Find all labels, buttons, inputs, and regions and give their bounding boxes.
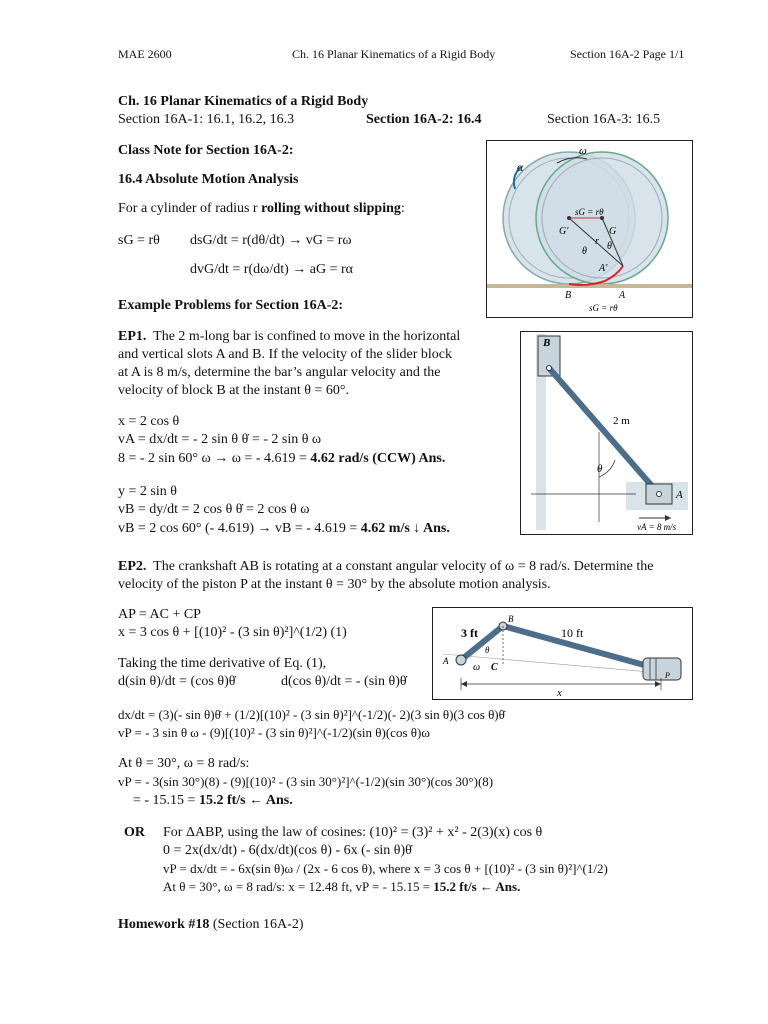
class-note-heading: Class Note for Section 16A-2: [118, 143, 294, 158]
ep1-line-4: velocity of block B at the instant θ = 60°. [118, 383, 349, 398]
label-omega: ω [473, 662, 481, 673]
label-a: A [676, 489, 683, 501]
va-arrowhead [665, 515, 671, 521]
x-dim-arrow-right [655, 681, 661, 687]
ep2-at-30: At θ = 30°, ω = 8 rad/s: [118, 756, 250, 771]
label-sg-top: sG = rθ [575, 207, 604, 217]
ep1-eq-omega: 8 = - 2 sin 60° ω → ω = - 4.619 = 4.62 rad/s (CCW) Ans. [118, 451, 446, 466]
pin-a [657, 492, 662, 497]
header-chapter: Ch. 16 Planar Kinematics of a Rigid Body [292, 47, 496, 61]
piston-p [643, 658, 681, 680]
ep2-eq-vp: vP = - 3 sin θ ω - (9)[(10)² - (3 sin θ)²]^(-1/2)(sin θ)(cos θ)ω [118, 725, 430, 740]
ep2-derivative-intro: Taking the time derivative of Eq. (1), [118, 656, 327, 671]
label-sg-bottom: sG = rθ [589, 303, 618, 313]
label-theta-2: θ [607, 241, 612, 252]
x-dim-arrow-left [461, 681, 467, 687]
ep1-eq-x: x = 2 cos θ [118, 414, 180, 429]
label-omega: ω [579, 145, 587, 157]
section-16a-3: Section 16A-3: 16.5 [547, 112, 661, 127]
ep1-line-1: EP1. The 2 m-long bar is confined to move in the horizontal [118, 329, 461, 344]
ep1-eq-va: vA = dx/dt = - 2 sin θ θ̇ = - 2 sin θ ω [118, 432, 322, 447]
label-x: x [557, 687, 562, 699]
label-10ft: 10 ft [561, 626, 584, 640]
label-length: 2 m [613, 415, 630, 427]
ep1-eq-vb-result: vB = 2 cos 60° (- 4.619) → vB = - 4.619 = 4.62 m/s ↓ Ans. [118, 521, 450, 536]
label-g: G [609, 226, 617, 237]
center-initial-dot [567, 216, 571, 220]
figure-sliding-bar [520, 331, 693, 535]
label-p: P [665, 671, 670, 680]
ep2-eq-vp-numeric: vP = - 3(sin 30°)(8) - (9)[(10)² - (3 sin 30°)²]^(-1/2)(sin 30°)(cos 30°)(8) [118, 774, 494, 789]
label-c: C [491, 662, 498, 673]
page-title: Ch. 16 Planar Kinematics of a Rigid Body [118, 94, 369, 109]
rolling-sentence: For a cylinder of radius r rolling without slipping: [118, 201, 405, 216]
rolling-eq1b: dsG/dt = r(dθ/dt) → vG = rω [190, 233, 352, 248]
label-r: r [595, 236, 599, 247]
label-a: A [619, 290, 626, 301]
label-b: B [543, 337, 551, 349]
label-b: B [565, 290, 572, 301]
label-g-prime: G' [559, 226, 569, 237]
pin-b [547, 366, 552, 371]
examples-heading: Example Problems for Section 16A-2: [118, 298, 344, 313]
ep2-eq-x: x = 3 cos θ + [(10)² - (3 sin θ)²]^(1/2) (1) [118, 625, 347, 640]
figure-crankshaft [432, 607, 693, 700]
homework-line: Homework #18 (Section 16A-2) [118, 917, 304, 932]
or-law-of-cosines: For ΔABP, using the law of cosines: (10)² = (3)² + x² - 2(3)(x) cos θ [163, 825, 543, 840]
rolling-eq1a: sG = rθ [118, 233, 160, 248]
header-page: Section 16A-2 Page 1/1 [570, 47, 685, 61]
label-va: vA = 8 m/s [637, 522, 677, 532]
ep2-dsin: d(sin θ)/dt = (cos θ)θ̇ [118, 674, 236, 689]
rolling-eq2: dvG/dt = r(dω/dt) → aG = rα [190, 262, 353, 277]
ep2-line-2: velocity of the piston P at the instant θ = 30° by the absolute motion analysis. [118, 577, 551, 592]
ep2-line-1: EP2. The crankshaft AB is rotating at a constant angular velocity of ω = 8 rad/s. Determine the [118, 559, 654, 574]
pin-a [456, 655, 466, 665]
label-a: A [443, 656, 449, 666]
or-label: OR [124, 825, 145, 840]
section-16a-2: Section 16A-2: 16.4 [366, 112, 482, 127]
label-theta: θ [597, 463, 603, 475]
or-vp: vP = dx/dt = - 6x(sin θ)ω / (2x - 6 cos θ), where x = 3 cos θ + [(10)² - (3 sin θ)²]^(1/2) [163, 861, 608, 876]
section-heading-16-4: 16.4 Absolute Motion Analysis [118, 172, 299, 187]
label-theta-1: θ [582, 246, 587, 257]
label-a-prime: A' [599, 263, 608, 274]
ep2-dcos: d(cos θ)/dt = - (sin θ)θ̇ [281, 674, 407, 689]
section-16a-1: Section 16A-1: 16.1, 16.2, 16.3 [118, 112, 295, 127]
label-alpha: α [517, 160, 524, 174]
ep1-line-2: and vertical slots A and B. If the velocity of the slider block [118, 347, 452, 362]
label-theta: θ [485, 645, 490, 655]
label-3ft: 3 ft [461, 626, 478, 640]
ep2-eq-dxdt: dx/dt = (3)(- sin θ)θ̇ + (1/2)[(10)² - (3 sin θ)²]^(-1/2)(- 2)(3 sin θ)(3 cos θ)θ̇ [118, 707, 505, 722]
ep2-eq-ap: AP = AC + CP [118, 607, 201, 622]
or-derivative: 0 = 2x(dx/dt) - 6(dx/dt)(cos θ) - 6x (- sin θ)θ̇ [163, 843, 412, 858]
label-b: B [508, 614, 514, 624]
ep1-eq-y: y = 2 sin θ [118, 484, 177, 499]
figure-rolling-cylinder [486, 140, 693, 318]
ep2-answer: = - 15.15 = 15.2 ft/s ← Ans. [133, 793, 293, 808]
ep1-line-3: at A is 8 m/s, determine the bar’s angular velocity and the [118, 365, 441, 380]
ep1-eq-vb: vB = dy/dt = 2 cos θ θ̇ = 2 cos θ ω [118, 502, 310, 517]
or-answer: At θ = 30°, ω = 8 rad/s: x = 12.48 ft, vP = - 15.15 = 15.2 ft/s ← Ans. [163, 879, 521, 894]
bar-ab [549, 368, 659, 494]
header-course: MAE 2600 [118, 47, 172, 61]
